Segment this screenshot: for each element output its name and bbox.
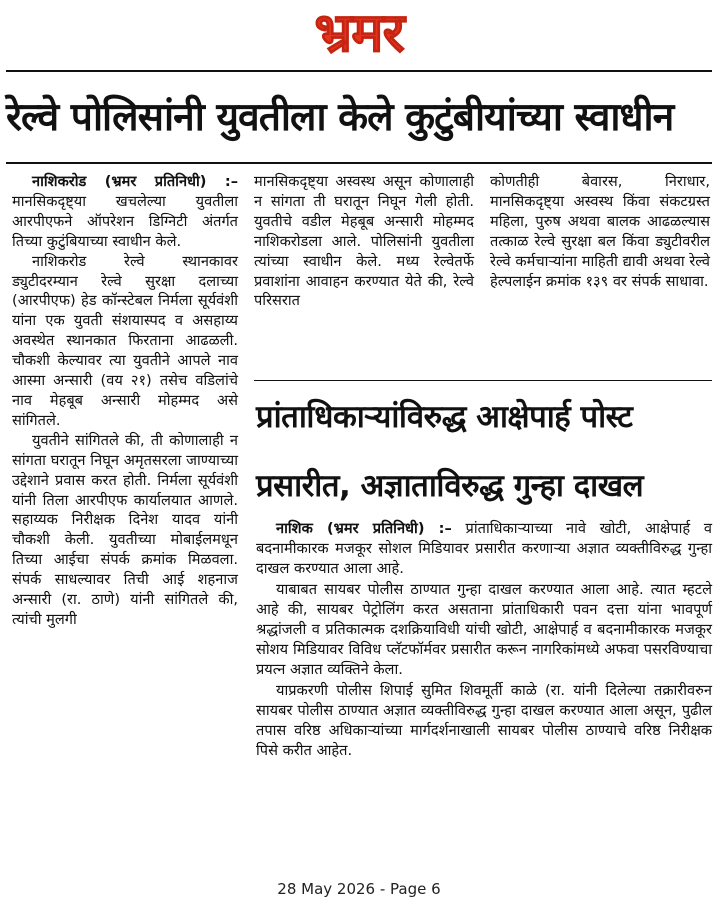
story2-lede: प्रांताधिकाऱ्याच्या नावे खोटी, आक्षेपार्ह व बदनामीकारक मजकूर सोशल मिडियावर प्रसारीत करणाऱ्या अज्ञात व्यक्तीविरुद्ध गुन्हा दाखल करण्यात आला आहे.: [256, 520, 712, 578]
story-divider: [254, 380, 712, 381]
story1-dateline: नाशिकरोड (भ्रमर प्रतिनिधी) :–: [32, 173, 238, 190]
story1-column-2-text: मानसिकदृष्ट्या अस्वस्थ असून कोणालाही न सांगता ती घरातून निघून गेली होती. युवतीचे वडील मेहबूब अन्सारी मोहम्मद नाशिकरोडला आले. पोलिसांनी युवतीला त्यांच्या स्वाधीन केले. मध्य रेल्वेतर्फे प्रवाशांना आवाहन करण्यात येते की, रेल्वे परिसरात: [254, 173, 474, 310]
masthead-logo: [0, 0, 718, 66]
story2-paragraph-3: याप्रकरणी पोलीस शिपाई सुमित शिवमूर्ती काळे (रा. यांनी दिलेल्या तक्रारीवरुन सायबर पोलीस ठाण्यात अज्ञात व्यक्तीविरुद्ध गुन्हा दाखल करण्यात आला असून, पुढील तपास वरिष्ठ अधिकाऱ्यांच्या मार्गदर्शनाखाली सायबर पोलीस ठाण्याचे वरिष्ठ निरीक्षक पिसे करीत आहेत.: [256, 681, 712, 760]
story1-column-3: [490, 172, 710, 291]
story1-column-3-text: कोणतीही बेवारस, निराधार, मानसिकदृष्ट्या अस्वस्थ किंवा संकटग्रस्त महिला, पुरुष अथवा बालक आढळल्यास तत्काळ रेल्वे सुरक्षा बल किंवा ड्युटीवरील रेल्वे कर्मचाऱ्यांना माहिती द्यावी अथवा रेल्वे हेल्पलाईन क्रमांक १३९ वर संपर्क साधावा.: [490, 173, 710, 290]
page-footer: 28 May 2026 - Page 6: [277, 880, 441, 898]
story1-paragraph-3: युवतीने सांगितले की, ती कोणालाही न सांगता घरातून निघून अमृतसरला जाण्याच्या उद्देशाने प्रवास करत होती. निर्मला सूर्यवंशी यांनी तिला आरपीएफ कार्यालयात आणले. सहाय्यक निरीक्षक दिनेश यादव यांनी चौकशी केली. युवतीच्या मोबाईलमधून तिच्या आईचा संपर्क क्रमांक मिळवला. संपर्क साधल्यावर तिची आई शहनाज अन्सारी (रा. ठाणे) यांनी सांगितले की, त्यांची मुलगी: [12, 431, 238, 628]
story1-headline: रेल्वे पोलिसांनी युवतीला केले कुटुंबीयांच्या स्वाधीन: [6, 95, 674, 140]
headline-divider: [6, 162, 712, 164]
masthead-name: भ्रमर: [314, 1, 404, 64]
masthead-divider: [6, 70, 712, 72]
story2-dateline: नाशिक (भ्रमर प्रतिनिधी) :–: [276, 520, 452, 537]
story1-column-1: [12, 172, 238, 630]
story2-paragraph-2: याबाबत सायबर पोलीस ठाण्यात गुन्हा दाखल करण्यात आला आहे. त्यात म्हटले आहे की, सायबर पेट्रोलिंग करत असताना प्रांताधिकारी पवन दत्ता यांना भावपूर्ण श्रद्धांजली व प्रतिकात्मक दशक्रियाविधी यांची खोटी, आक्षेपार्ह व बदनामीकारक मजकूर सोशय मिडियावर विविध प्लॅटफॉर्मवर प्रसारीत करून नागरिकांमध्ये अफवा पसरविण्याचा प्रयत्न अज्ञात व्यक्तिने केला.: [256, 580, 712, 679]
story2-headline-line-2: प्रसारीत, अज्ञाताविरुद्ध गुन्हा दाखल: [256, 468, 644, 504]
story2-headline-line-1: प्रांताधिकाऱ्यांविरुद्ध आक्षेपार्ह पोस्ट: [256, 399, 633, 435]
story1-column-2: [254, 172, 474, 311]
story1-lede: मानसिकदृष्ट्या खचलेल्या युवतीला आरपीएफने ऑपरेशन डिग्निटी अंतर्गत तिच्या कुटुंबियाच्या स्वाधीन केले.: [12, 192, 238, 250]
story2-body: [256, 519, 712, 761]
story1-paragraph-2: नाशिकरोड रेल्वे स्थानकावर ड्युटीदरम्यान रेल्वे सुरक्षा दलाच्या (आरपीएफ) हेड कॉन्स्टेबल निर्मला सूर्यवंशी यांना एक युवती संशयास्पद व असहाय्य अवस्थेत स्थानकात फिरताना आढळली. चौकशी केल्यावर त्या युवतीने आपले नाव आस्मा अन्सारी (वय २१) तसेच वडिलांचे नाव मेहबूब अन्सारी मोहम्मद असे सांगितले.: [12, 252, 238, 429]
